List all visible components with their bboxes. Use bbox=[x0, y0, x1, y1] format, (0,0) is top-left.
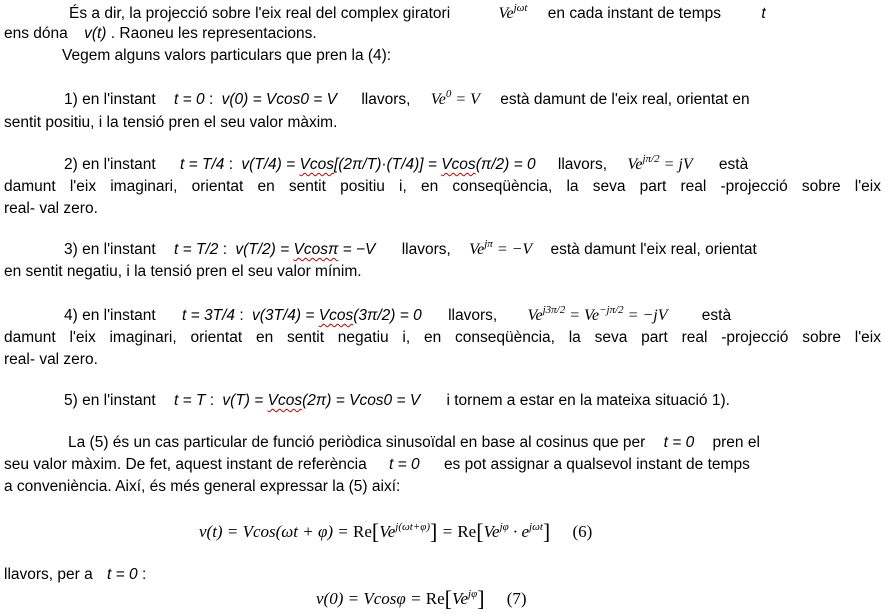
math-phasor: $Ve^{j\pi/2}$ = jV bbox=[627, 153, 693, 173]
text: : bbox=[208, 91, 214, 108]
text: : bbox=[239, 307, 244, 324]
real-part-operator: Re bbox=[425, 589, 445, 608]
text: està bbox=[701, 307, 732, 324]
math-text: · e bbox=[508, 522, 530, 541]
text: 3) en l'instant bbox=[64, 241, 156, 258]
text: pren el bbox=[712, 434, 760, 451]
item1-line1 bbox=[64, 90, 750, 110]
para1-line2 bbox=[4, 24, 317, 44]
para2 bbox=[62, 46, 391, 66]
item4-line2 bbox=[4, 328, 881, 348]
real-part-operator: Re bbox=[457, 522, 477, 541]
text: : bbox=[141, 566, 147, 583]
text: està damunt de l'eix real, orientat en bbox=[500, 91, 750, 108]
text: 1) en l'instant bbox=[64, 91, 156, 108]
text: Vegem alguns valors particulars que pren la (4): bbox=[62, 47, 392, 64]
text: llavors, bbox=[401, 241, 451, 258]
equation-number: (7) bbox=[506, 589, 527, 608]
condition: t = T/2 bbox=[174, 241, 219, 258]
para4 bbox=[4, 565, 146, 585]
left-bracket: [ bbox=[444, 586, 452, 611]
text: damunt l'eix imaginari, orientat en sentit positiu i, en conseqüència, la seva part real -projecció sobre l'eix bbox=[4, 178, 881, 195]
text: sentit positiu, i la tensió pren el seu valor màxim. bbox=[4, 114, 338, 131]
text: damunt l'eix imaginari, orientat en sentit negatiu i, en conseqüència, la seva part real -projecció sobre l'eix bbox=[4, 329, 881, 346]
condition: t = 0 bbox=[663, 434, 695, 451]
math-phasor: $Ve^{j3\pi/2} = Ve^{-j\pi/2} = -jV$ bbox=[527, 304, 668, 324]
exponent: j(ωt+φ) bbox=[395, 521, 430, 533]
text: està damunt l'eix real, orientat bbox=[550, 241, 757, 258]
text: seu valor màxim. De fet, aquest instant de referència bbox=[4, 456, 367, 473]
var-vt: v(t) bbox=[84, 25, 107, 42]
text: i tornem a estar en la mateixa situació 1). bbox=[446, 392, 730, 409]
text: . Raoneu les representacions. bbox=[110, 25, 317, 42]
item3-line1 bbox=[64, 240, 757, 260]
text: 4) en l'instant bbox=[64, 307, 156, 324]
text: llavors, bbox=[361, 91, 411, 108]
text: 5) en l'instant bbox=[64, 392, 156, 409]
text: en sentit negatiu, i la tensió pren el seu valor mínim. bbox=[4, 263, 362, 280]
equation-7 bbox=[316, 586, 527, 612]
equation-number: (6) bbox=[572, 522, 593, 541]
left-bracket: [ bbox=[371, 519, 380, 544]
text: en cada instant de temps bbox=[547, 5, 721, 22]
equation-6 bbox=[199, 519, 592, 545]
var-t: t bbox=[761, 5, 766, 22]
condition: t = T bbox=[174, 392, 206, 409]
item3-line2 bbox=[4, 262, 362, 282]
math-rotating-complex: $Ve^{j\omega t}$ bbox=[498, 2, 528, 22]
text: llavors, per a bbox=[4, 566, 93, 583]
exponent: jωt bbox=[529, 521, 543, 533]
right-bracket: ] bbox=[542, 519, 551, 544]
text: real- val zero. bbox=[4, 200, 98, 217]
item2-line2 bbox=[4, 177, 881, 197]
right-bracket: ] bbox=[477, 586, 485, 611]
math-text: Ve bbox=[483, 522, 500, 541]
math-text: Ve bbox=[379, 522, 396, 541]
real-part-operator: Re bbox=[353, 522, 372, 541]
exponent: jφ bbox=[468, 588, 478, 600]
expression: v(T) = Vcos(2π) = Vcos0 = V bbox=[222, 392, 421, 409]
expression: v(0) = Vcos0 = V bbox=[221, 91, 338, 108]
item2-line1 bbox=[64, 155, 748, 175]
condition: t = 3T/4 bbox=[182, 307, 236, 324]
text: llavors, bbox=[557, 156, 608, 173]
para3-line3 bbox=[4, 477, 400, 497]
exponent: jφ bbox=[499, 521, 509, 533]
text: : bbox=[209, 392, 215, 409]
text: a conveniència. Així, és més general expressar la (5) així: bbox=[4, 478, 401, 495]
item2-line3 bbox=[4, 199, 98, 219]
item1-line2 bbox=[4, 113, 337, 133]
item5-line1 bbox=[64, 391, 730, 411]
text: 2) en l'instant bbox=[64, 156, 156, 173]
item4-line1 bbox=[64, 306, 731, 326]
text: : bbox=[228, 156, 234, 173]
math-text: v(0) = Vcosφ = bbox=[316, 589, 426, 608]
para3-line2 bbox=[4, 455, 750, 475]
condition: t = T/4 bbox=[180, 156, 225, 173]
left-bracket: [ bbox=[476, 519, 484, 544]
text: llavors, bbox=[448, 307, 498, 324]
para1-line1 bbox=[69, 4, 766, 24]
math-phasor: $Ve^{j\pi} = -V$ bbox=[469, 238, 533, 258]
math-text: Ve bbox=[451, 589, 469, 608]
math-phasor: $Ve^0 = V$ bbox=[430, 88, 480, 108]
item4-line3 bbox=[4, 350, 98, 370]
right-bracket: ] bbox=[430, 519, 438, 544]
condition: t = 0 bbox=[107, 566, 138, 583]
math-text: v(t) = Vcos(ωt + φ) = bbox=[199, 522, 354, 541]
text: ens dóna bbox=[4, 25, 68, 42]
text: està bbox=[718, 156, 749, 173]
expression: v(3T/4) = Vcos(3π/2) = 0 bbox=[251, 307, 422, 324]
text: : bbox=[222, 241, 228, 258]
math-text: = bbox=[437, 522, 458, 541]
text: És a dir, la projecció sobre l'eix real del complex giratori bbox=[69, 5, 451, 22]
condition: t = 0 bbox=[389, 456, 420, 473]
condition: t = 0 bbox=[174, 91, 205, 108]
para3-line1 bbox=[68, 433, 760, 453]
text: es pot assignar a qualsevol instant de temps bbox=[443, 456, 750, 473]
text: La (5) és un cas particular de funció periòdica sinusoïdal en base al cosinus que per bbox=[68, 434, 646, 451]
text: real- val zero. bbox=[4, 351, 98, 368]
expression: v(T/4) = Vcos[(2π/T)·(T/4)] = Vcos(π/2) = 0 bbox=[241, 156, 536, 173]
expression: v(T/2) = Vcosπ = −V bbox=[235, 241, 376, 258]
